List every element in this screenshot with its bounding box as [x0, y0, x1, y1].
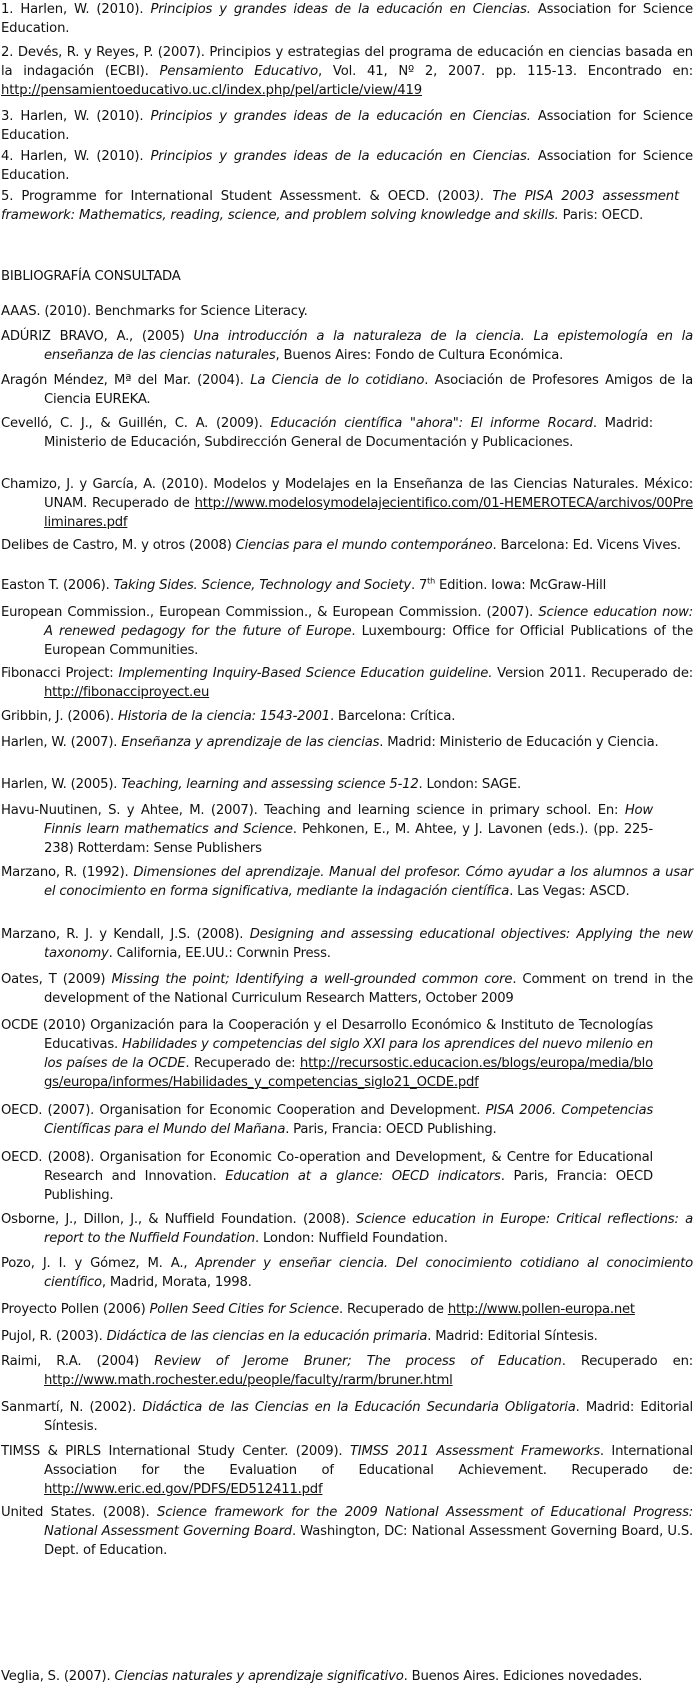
bib-entry: OCDE (2010) Organización para la Cooperación y el Desarrollo Económico & Instituto de Tecnologías Educativas. Habilidades y competencias del siglo XXI para los aprendices del nuevo milenio en los países de la OCDE. Recuperado de: http://recursostic.educacion.es/blogs/europa/media/blogs/europa/informes/Habilidades_y_competencias_siglo21_OCDE.pdf — [1, 1018, 653, 1090]
bib-entry: Sanmartí, N. (2002). Didáctica de las Ciencias en la Educación Secundaria Obligatoria. Madrid: Editorial Síntesis. — [1, 1400, 693, 1434]
note-2-link[interactable]: http://pensamientoeducativo.uc.cl/index.php/pel/article/view/419 — [1, 83, 423, 98]
bibliography-heading: BIBLIOGRAFÍA CONSULTADA — [1, 269, 181, 284]
bib-entry: Harlen, W. (2005). Teaching, learning and assessing science 5-12. London: SAGE. — [1, 777, 522, 792]
note-5: 5. Programme for International Student Assessment. & OECD. (2003). The PISA 2003 assessment framework: Mathematics, reading, science, and problem solving knowledge and skills. Paris: OECD. — [1, 189, 680, 223]
bib-entry: AAAS. (2010). Benchmarks for Science Literacy. — [1, 304, 308, 319]
bib-entry: Raimi, R.A. (2004) Review of Jerome Bruner; The process of Education. Recuperado en: http://www.math.rochester.edu/people/faculty/rarm/bruner.html — [1, 1354, 693, 1388]
bib-entry: Aragón Méndez, Mª del Mar. (2004). La Ciencia de lo cotidiano. Asociación de Profesores Amigos de la Ciencia EUREKA. — [1, 373, 693, 407]
bib-link[interactable]: http://recursostic.educacion.es/blogs/europa/media/blogs/europa/informes/Habilidades_y_competencias_siglo21_OCDE.pdf — [44, 1056, 653, 1090]
bib-entry: Gribbin, J. (2006). Historia de la ciencia: 1543-2001. Barcelona: Crítica. — [1, 709, 456, 724]
note-2: 2. Devés, R. y Reyes, P. (2007). Principios y estrategias del programa de educación en ciencias basada en la indagación (ECBI). Pensamiento Educativo, Vol. 41, Nº 2, 2007. pp. 115-13. Encontrado en: http://pensamientoeducativo.uc.cl/index.php/pel/article/view/419 — [1, 45, 693, 98]
bib-entry: Harlen, W. (2007). Enseñanza y aprendizaje de las ciencias. Madrid: Ministerio de Educación y Ciencia. — [1, 735, 659, 750]
bib-entry: Delibes de Castro, M. y otros (2008) Ciencias para el mundo contemporáneo. Barcelona: Ed. Vicens Vives. — [1, 538, 681, 553]
bib-entry: Oates, T (2009) Missing the point; Identifying a well-grounded common core. Comment on trend in the development of the National Curriculum Research Matters, October 2009 — [1, 972, 693, 1006]
bib-entry: Easton T. (2006). Taking Sides. Science, Technology and Society. 7th Edition. Iowa: McGraw-Hill — [1, 576, 607, 593]
bib-entry: Cevelló, C. J., & Guillén, C. A. (2009). Educación científica "ahora": El informe Rocard. Madrid: Ministerio de Educación, Subdirección General de Documentación y Publicaciones. — [1, 416, 653, 450]
bib-entry: TIMSS & PIRLS International Study Center. (2009). TIMSS 2011 Assessment Frameworks. International Association for the Evaluation of Educational Achievement. Recuperado de: http://www.eric.ed.gov/PDFS/ED512411.pdf — [1, 1444, 693, 1497]
bib-entry: Fibonacci Project: Implementing Inquiry-Based Science Education guideline. Version 2011. Recuperado de: http://fibonacciproyect.eu — [1, 666, 693, 700]
bib-entry: ADÚRIZ BRAVO, A., (2005) Una introducción a la naturaleza de la ciencia. La epistemología en la enseñanza de las ciencias naturales, Buenos Aires: Fondo de Cultura Económica. — [1, 329, 693, 363]
bib-entry: Veglia, S. (2007). Ciencias naturales y aprendizaje significativo. Buenos Aires. Ediciones novedades. — [1, 1669, 643, 1684]
bib-entry: OECD. (2008). Organisation for Economic Co-operation and Development, & Centre for Educational Research and Innovation. Education at a glance: OECD indicators. Paris, Francia: OECD Publishing. — [1, 1150, 653, 1203]
bib-link[interactable]: http://www.modelosymodelajecientifico.com/01-HEMEROTECA/archivos/00Preliminares.pdf — [44, 496, 693, 530]
note-4: 4. Harlen, W. (2010). Principios y grandes ideas de la educación en Ciencias. Association for Science Education. — [1, 149, 694, 183]
bib-link[interactable]: http://www.pollen-europa.net — [447, 1302, 635, 1317]
bib-link[interactable]: http://fibonacciproyect.eu — [44, 685, 210, 700]
bib-entry: Marzano, R. J. y Kendall, J.S. (2008). Designing and assessing educational objectives: Applying the new taxonomy. California, EE.UU.: Corwnin Press. — [1, 927, 694, 961]
bib-entry: Pozo, J. I. y Gómez, M. A., Aprender y enseñar ciencia. Del conocimiento cotidiano al conocimiento científico, Madrid, Morata, 1998. — [1, 1256, 693, 1290]
bib-entry: Pujol, R. (2003). Didáctica de las ciencias en la educación primaria. Madrid: Editorial Síntesis. — [1, 1329, 598, 1344]
bib-link[interactable]: http://www.math.rochester.edu/people/faculty/rarm/bruner.html — [44, 1373, 453, 1388]
bib-entry: Marzano, R. (1992). Dimensiones del aprendizaje. Manual del profesor. Cómo ayudar a los alumnos a usar el conocimiento en forma significativa, mediante la indagación científica. Las Vegas: ASCD. — [1, 865, 694, 899]
note-1: 1. Harlen, W. (2010). Principios y grandes ideas de la educación en Ciencias. Association for Science Education. — [1, 2, 694, 36]
bib-entry: European Commission., European Commission., & European Commission. (2007). Science education now: A renewed pedagogy for the future of Europe. Luxembourg: Office for Official Publications of the European Communities. — [1, 605, 694, 658]
bib-entry: Proyecto Pollen (2006) Pollen Seed Cities for Science. Recuperado de http://www.pollen-europa.net — [1, 1302, 635, 1317]
bib-link[interactable]: http://www.eric.ed.gov/PDFS/ED512411.pdf — [44, 1482, 323, 1497]
bib-entry: United States. (2008). Science framework for the 2009 National Assessment of Educational Progress: National Assessment Governing Board. Washington, DC: National Assessment Governing Board, U.S. Dept. of Education. — [1, 1505, 694, 1558]
bib-entry: Osborne, J., Dillon, J., & Nuffield Foundation. (2008). Science education in Europe: Critical reflections: a report to the Nuffield Foundation. London: Nuffield Foundation. — [1, 1212, 693, 1246]
bib-entry: OECD. (2007). Organisation for Economic Cooperation and Development. PISA 2006. Competencias Científicas para el Mundo del Mañana. Paris, Francia: OECD Publishing. — [1, 1103, 654, 1137]
note-3: 3. Harlen, W. (2010). Principios y grandes ideas de la educación en Ciencias. Association for Science Education. — [1, 109, 694, 143]
bib-entry: Chamizo, J. y García, A. (2010). Modelos y Modelajes en la Enseñanza de las Ciencias Naturales. México: UNAM. Recuperado de http://www.modelosymodelajecientifico.com/01-HEMEROTECA/archivos/00Preliminares.pdf — [1, 477, 693, 530]
bib-entry: Havu-Nuutinen, S. y Ahtee, M. (2007). Teaching and learning science in primary school. En: How Finnis learn mathematics and Science. Pehkonen, E., M. Ahtee, y J. Lavonen (eds.). (pp. 225-238) Rotterdam: Sense Publishers — [1, 803, 653, 856]
